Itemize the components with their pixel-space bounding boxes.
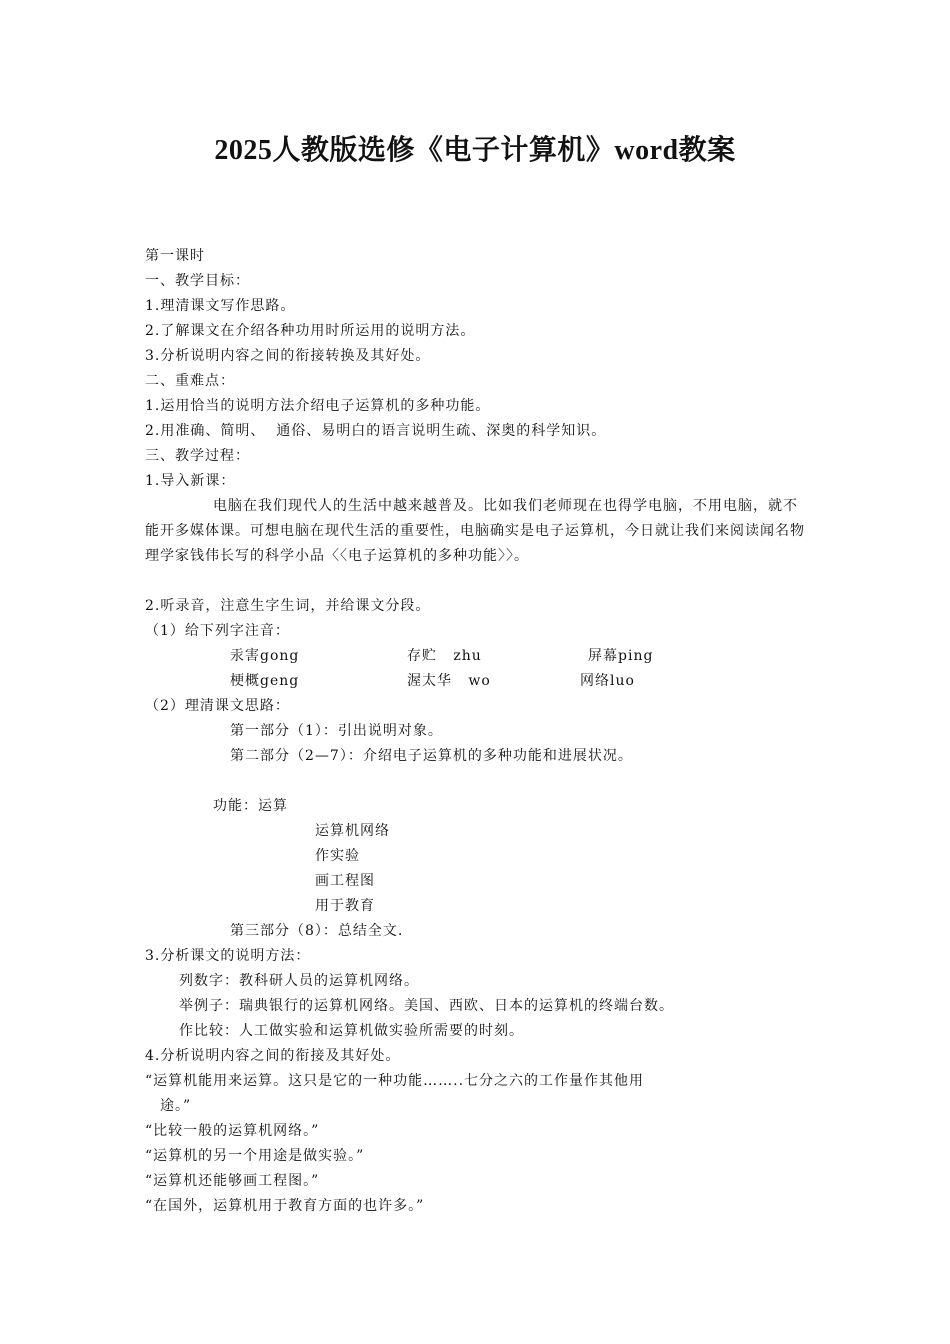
outline-part: 第三部分（8）：总结全文. [230,923,404,939]
goal-item: 2.了解课文在介绍各种功用时所运用的说明方法。 [145,323,476,339]
step-heading: 3.分析课文的说明方法： [145,948,311,964]
lesson-label: 第一课时 [145,248,205,264]
outline-part: 第一部分（1）：引出说明对象。 [230,723,443,739]
outline-part: 第二部分（2—7）：介绍电子运算机的多种功能和进展状况。 [230,748,633,764]
pinyin-cell: 网络luo [580,673,635,689]
intro-paragraph: 电脑在我们现代人的生活中越来越普及。比如我们老师现在也得学电脑，不用电脑，就不能开多媒体课。可想电脑在现代生活的重要性，电脑确实是电子运算机，今日就让我们来阅读闻名物理学家钱伟长写的科学小品〈〈电子运算机的多种功能〉〉。 [145,498,805,564]
pinyin-cell: 屏幕ping [588,648,654,664]
method-item: 作比较：人工做实验和运算机做实验所需要的时刻。 [179,1023,524,1039]
quote-line: “比较一般的运算机网络。” [145,1123,320,1139]
goal-item: 1.理清课文写作思路。 [145,298,296,314]
step-heading: 1.导入新课： [145,473,236,489]
step-heading: 2.听录音，注意生字生词，并给课文分段。 [145,598,431,614]
functions-label: 功能：运算 [213,798,288,814]
quote-line: “运算机还能够画工程图。” [145,1173,320,1189]
method-item: 举例子：瑞典银行的运算机网络。美国、西欧、日本的运算机的终端台数。 [179,998,674,1014]
step-heading: 4.分析说明内容之间的衔接及其好处。 [145,1048,401,1064]
key-point-item: 2.用准确、简明、 通俗、易明白的语言说明生疏、深奥的科学知识。 [145,423,607,439]
pinyin-cell: 汞害gong [230,648,300,664]
section-heading-key-points: 二、重难点： [145,373,235,389]
function-item: 运算机网络 [315,823,390,839]
pinyin-cell: 梗概geng [230,673,300,689]
document-title: 2025人教版选修《电子计算机》word教案 [214,135,736,166]
section-heading-process: 三、教学过程： [145,448,250,464]
quote-line: “在国外，运算机用于教育方面的也许多。” [145,1198,425,1214]
sub-heading: （1）给下列字注音： [145,623,290,639]
method-item: 列数字：教科研人员的运算机网络。 [179,973,419,989]
function-item: 用于教育 [315,898,375,914]
quote-line: 途。” [160,1098,192,1114]
quote-line: “运算机能用来运算。这只是它的一种功能……..七分之六的工作量作其他用 [145,1073,645,1089]
sub-heading: （2）理清课文思路： [145,698,290,714]
pinyin-cell: 存贮 zhu [407,648,482,664]
goal-item: 3.分析说明内容之间的衔接转换及其好处。 [145,348,431,364]
pinyin-cell: 渥太华 wo [407,673,491,689]
section-heading-goals: 一、教学目标： [145,273,250,289]
key-point-item: 1.运用恰当的说明方法介绍电子运算机的多种功能。 [145,398,491,414]
quote-line: “运算机的另一个用途是做实验。” [145,1148,365,1164]
function-item: 作实验 [315,848,360,864]
function-item: 画工程图 [315,873,375,889]
